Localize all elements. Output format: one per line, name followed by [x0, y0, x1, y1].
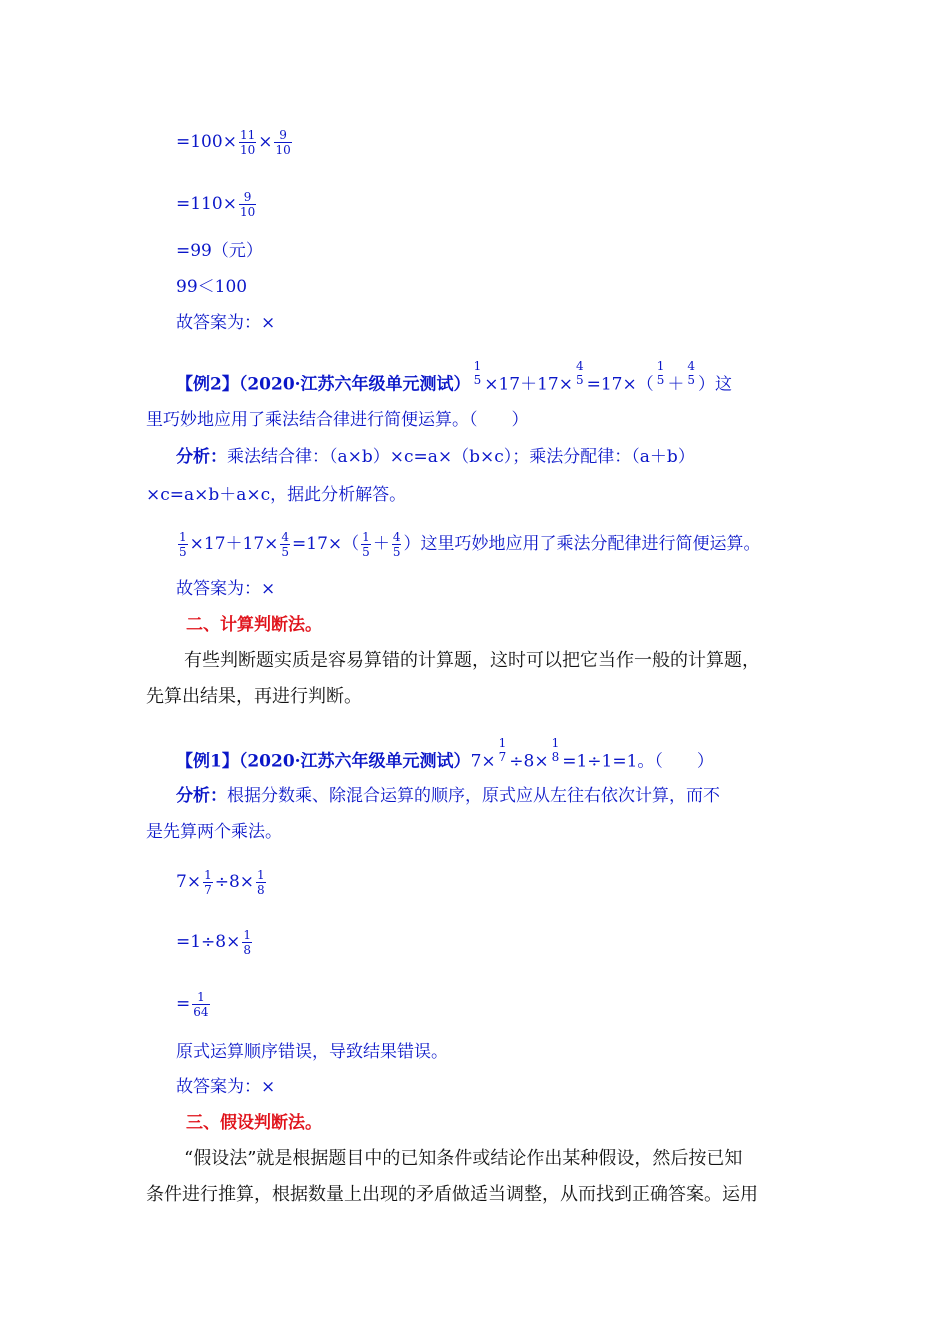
calc-text: =100× — [176, 132, 237, 152]
section-paragraph-line-1: “假设法”就是根据题目中的已知条件或结论作出某种假设，然后按已知 — [184, 1148, 743, 1169]
calc-line-4: 99＜100 — [176, 277, 248, 297]
fraction: $\frac{1}{5}$ — [179, 530, 187, 559]
fraction: 1 5 — [656, 359, 665, 387]
section-paragraph-line-1: 有些判断题实质是容易算错的计算题，这时可以把它当作一般的计算题， — [184, 650, 760, 671]
fraction: $\frac{1}{8}$ — [257, 868, 265, 897]
example-label: 【例2】（2020·江苏六年级单元测试） — [176, 374, 471, 395]
solution-conclusion: 原式运算顺序错误，导致结果错误。 — [176, 1042, 448, 1062]
fraction: 1 7 — [498, 736, 507, 764]
fraction: 1 5 — [473, 359, 482, 387]
calc-line-3: =99（元） — [176, 241, 263, 261]
section-paragraph-line-2: 先算出结果，再进行判断。 — [146, 686, 362, 707]
example-label: 【例1】（2020·江苏六年级单元测试） — [176, 751, 471, 772]
fraction: $\frac{9}{10}$ — [239, 190, 256, 219]
fraction: $\frac{1}{7}$ — [204, 868, 212, 897]
fraction: $\frac{1}{8}$ — [243, 928, 252, 957]
fraction: 1 8 — [551, 736, 560, 764]
section-heading: 二、计算判断法。 — [186, 615, 322, 635]
solution-step-3: = $\frac{1}{64}$ — [176, 990, 209, 1019]
example-2-solution: $\frac{1}{5}$ ×17＋17× $\frac{4}{5}$ =17×（ $\frac{1}{5}$ ＋ $\frac{4}{5}$ ）这里巧妙地应用了乘法分配律进行简便运算。 — [179, 530, 761, 559]
analysis-1-line-2: 是先算两个乘法。 — [146, 822, 282, 842]
example-1-line: 【例1】（2020·江苏六年级单元测试）7× 1 7 ÷8× 1 8 =1÷1=1。（ ） — [176, 748, 714, 776]
fraction: $\frac{9}{10}$ — [275, 128, 291, 157]
answer-line: 故答案为：× — [176, 313, 276, 333]
example-2-line-1: 【例2】（2020·江苏六年级单元测试） 1 5 ×17＋17× 4 5 =17×（ 1 5 ＋ 4 5 ）这 — [176, 371, 732, 399]
section-paragraph-line-2: 条件进行推算，根据数量上出现的矛盾做适当调整，从而找到正确答案。运用 — [146, 1184, 758, 1205]
fraction: 4 5 — [687, 359, 696, 387]
analysis-label: 分析： — [176, 447, 227, 467]
fraction: 4 5 — [575, 359, 584, 387]
solution-step-1: 7× $\frac{1}{7}$ ÷8× $\frac{1}{8}$ — [176, 868, 265, 897]
fraction: $\frac{4}{5}$ — [281, 530, 290, 559]
fraction: $\frac{1}{5}$ — [362, 530, 370, 559]
example-2-line-2: 里巧妙地应用了乘法结合律进行简便运算。（ ） — [146, 410, 529, 430]
analysis-1-line-1: 分析：根据分数乘、除混合运算的顺序，原式应从左往右依次计算，而不 — [176, 786, 720, 806]
calc-line-2: =110× $\frac{9}{10}$ — [176, 190, 256, 219]
analysis-2-line-1: 分析：乘法结合律：（a×b）×c=a×（b×c）；乘法分配律：（a＋b） — [176, 447, 695, 467]
analysis-2-line-2: ×c=a×b＋a×c，据此分析解答。 — [146, 485, 407, 505]
solution-step-2: =1÷8× $\frac{1}{8}$ — [176, 928, 252, 957]
fraction: $\frac{4}{5}$ — [392, 530, 401, 559]
analysis-label: 分析： — [176, 786, 227, 806]
answer-line: 故答案为：× — [176, 1077, 276, 1097]
fraction: $\frac{11}{10}$ — [239, 128, 256, 157]
fraction: $\frac{1}{64}$ — [193, 990, 209, 1019]
calc-line-1: =100× $\frac{11}{10}$ × $\frac{9}{10}$ — [176, 128, 291, 157]
section-heading: 三、假设判断法。 — [186, 1113, 322, 1133]
answer-line: 故答案为：× — [176, 579, 276, 599]
